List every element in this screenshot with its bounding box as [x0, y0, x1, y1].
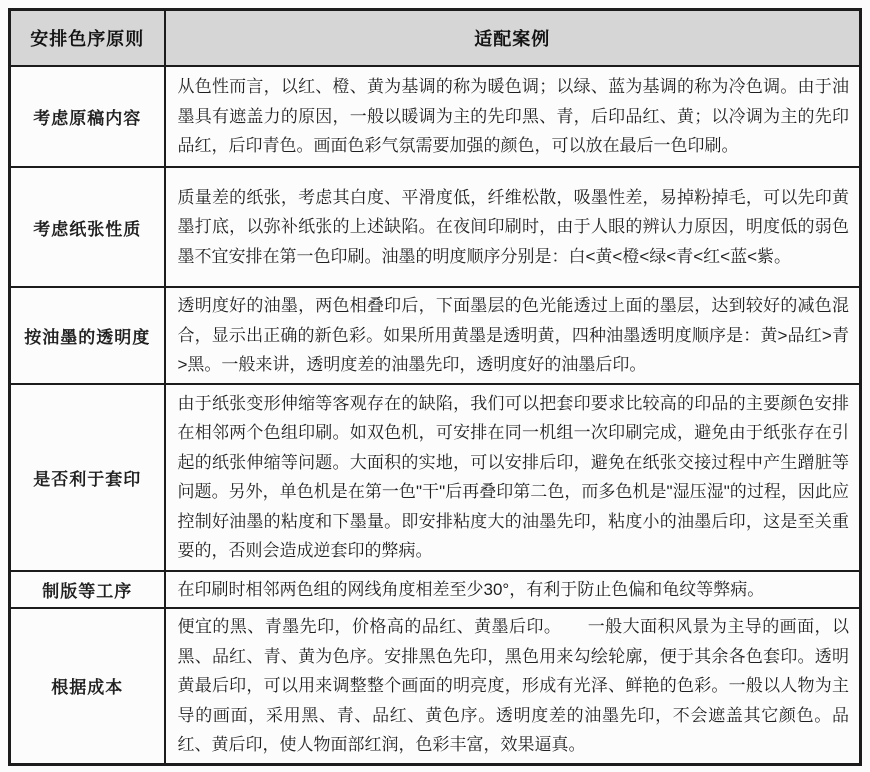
case-cell: 质量差的纸张，考虑其白度、平滑度低，纤维松散，吸墨性差，易掉粉掉毛，可以先印黄墨打底，以弥补纸张的上述缺陷。在夜间印刷时，由于人眼的辨认力原因，明度低的弱色墨不宜安排在第一色印刷。油墨的明度顺序分别是：白<黄<橙<绿<青<红<蓝<紫。 — [165, 167, 861, 287]
case-cell: 由于纸张变形伸缩等客观存在的缺陷，我们可以把套印要求比较高的印品的主要颜色安排在相邻两个色组印刷。如双色机，可安排在同一机组一次印刷完成，避免由于纸张存在引起的纸张伸缩等问题。大面积的实地，可以安排后印，避免在纸张交接过程中产生蹭脏等问题。另外，单色机是在第一色"干"后再叠印第二色，而多色机是"湿压湿"的过程，因此应控制好油墨的粘度和下墨量。即安排粘度大的油墨先印，粘度小的油墨后印，这是至关重要的，否则会造成逆套印的弊病。 — [165, 384, 861, 571]
table-header-row — [10, 10, 861, 67]
case-cell: 透明度好的油墨，两色相叠印后，下面墨层的色光能透过上面的墨层，达到较好的减色混合，显示出正确的新色彩。如果所用黄墨是透明黄，四种油墨透明度顺序是：黄>品红>青>黑。一般来讲，透明度差的油墨先印，透明度好的油墨后印。 — [165, 287, 861, 384]
principle-cell: 是否利于套印 — [10, 384, 165, 571]
table-row — [10, 384, 861, 571]
header-case: 适配案例 — [165, 10, 861, 67]
case-cell: 从色性而言，以红、橙、黄为基调的称为暖色调；以绿、蓝为基调的称为冷色调。由于油墨具有遮盖力的原因，一般以暖调为主的先印黑、青，后印品红、黄；以冷调为主的先印品红，后印青色。画面色彩气氛需要加强的颜色，可以放在最后一色印刷。 — [165, 66, 861, 167]
table-row — [10, 167, 861, 287]
table-row — [10, 287, 861, 384]
case-cell: 在印刷时相邻两色组的网线角度相差至少30°，有利于防止色偏和龟纹等弊病。 — [165, 571, 861, 609]
principle-cell: 制版等工序 — [10, 571, 165, 609]
principle-cell: 考虑原稿内容 — [10, 66, 165, 167]
table-row — [10, 66, 861, 167]
table-row — [10, 608, 861, 764]
principle-cell: 根据成本 — [10, 608, 165, 764]
header-principle: 安排色序原则 — [10, 10, 165, 67]
case-cell: 便宜的黑、青墨先印，价格高的品红、黄墨后印。 一般大面积风景为主导的画面，以黑、品红、青、黄为色序。安排黑色先印，黑色用来勾绘轮廓，便于其余各色套印。透明黄最后印，可以用来调整整个画面的明亮度，形成有光泽、鲜艳的色彩。一般以人物为主导的画面，采用黑、青、品红、黄色序。透明度差的油墨先印，不会遮盖其它颜色。品红、黄后印，使人物面部红润，色彩丰富，效果逼真。 — [165, 608, 861, 764]
table-row — [10, 571, 861, 609]
principle-cell: 考虑纸张性质 — [10, 167, 165, 287]
color-sequence-table — [8, 8, 862, 766]
principle-cell: 按油墨的透明度 — [10, 287, 165, 384]
